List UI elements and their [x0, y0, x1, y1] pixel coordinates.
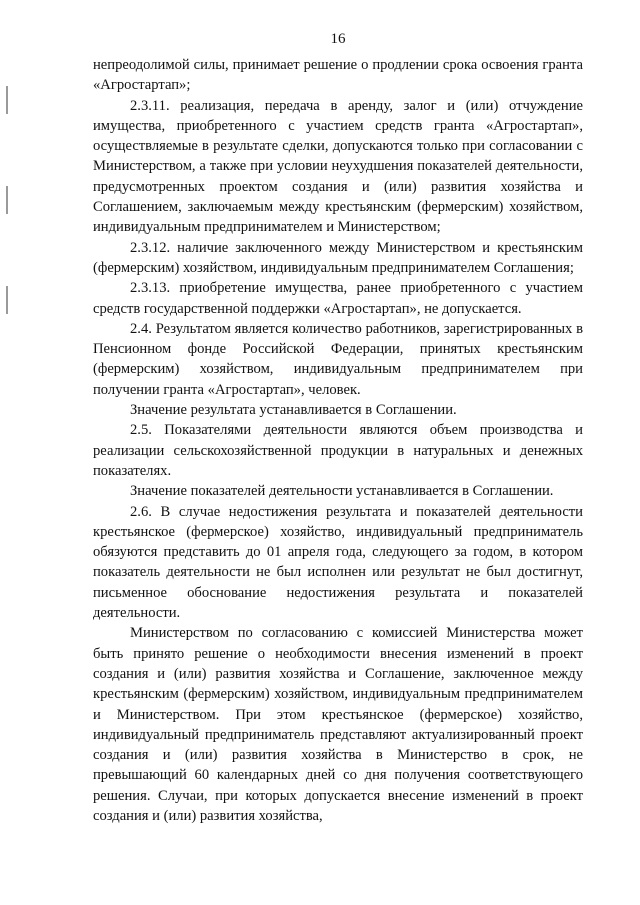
paragraph-2-4: 2.4. Результатом является количество работников, зарегистрированных в Пенсионном фонде Российской Федерации, принятых крестьянским (фермерским) хозяйством, индивидуальным предпринимателем при получении гранта «Агростартап», человек. [93, 320, 583, 398]
paragraph-ministry-decision: Министерством по согласованию с комиссией Министерства может быть принято решение о необходимости внесения изменений в проект создания и (или) развития хозяйства и Соглашение, заключенное между крестьянским (фермерским) хозяйством, индивидуальным предпринимателем и Министерством. При этом крестьянское (фермерское) хозяйство, индивидуальный предприниматель представляют актуализированный проект создания и (или) развития хозяйства в Министерство в срок, не превышающий 60 календарных дней со дня получения соответствующего решения. Случаи, при которых допускается внесение изменений в проект создания и (или) развития хозяйства, [93, 625, 583, 824]
scan-margin-mark [6, 86, 8, 114]
paragraph-continuation: непреодолимой силы, принимает решение о продлении срока освоения гранта «Агростартап»; [93, 57, 583, 94]
paragraph-indicator-value: Значение показателей деятельности устанавливается в Соглашении. [130, 483, 554, 500]
page-number: 16 [330, 31, 346, 47]
scan-margin-mark [6, 186, 8, 214]
scan-margin-mark [6, 286, 8, 314]
paragraph-2-3-12: 2.3.12. наличие заключенного между Министерством и крестьянским (фермерским) хозяйством, индивидуальным предпринимателем Соглашения; [93, 239, 583, 276]
paragraph-2-6: 2.6. В случае недостижения результата и показателей деятельности крестьянское (фермерское) хозяйство, индивидуальный предприниматель обязуются представить до 01 апреля года, следующего за годом, в котором показатель деятельности не был исполнен или результат не был достигнут, письменное обоснование недостижения результата и показателей деятельности. [93, 503, 583, 622]
paragraph-2-5: 2.5. Показателями деятельности являются объем производства и реализации сельскохозяйственной продукции в натуральных и денежных показателях. [93, 422, 583, 479]
paragraph-2-3-11: 2.3.11. реализация, передача в аренду, залог и (или) отчуждение имущества, приобретенного с участием средств гранта «Агростартап», осуществляемые в результате сделки, допускаются только при согласовании с Министерством, а также при условии неухудшения показателей деятельности, предусмотренных проектом создания и (или) развития хозяйства и Соглашением, заключаемым между крестьянским (фермерским) хозяйством, индивидуальным предпринимателем и Министерством; [93, 97, 583, 236]
paragraph-2-3-13: 2.3.13. приобретение имущества, ранее приобретенного с участием средств государственной поддержки «Агростартап», не допускается. [93, 280, 583, 317]
paragraph-result-value: Значение результата устанавливается в Соглашении. [130, 402, 457, 419]
